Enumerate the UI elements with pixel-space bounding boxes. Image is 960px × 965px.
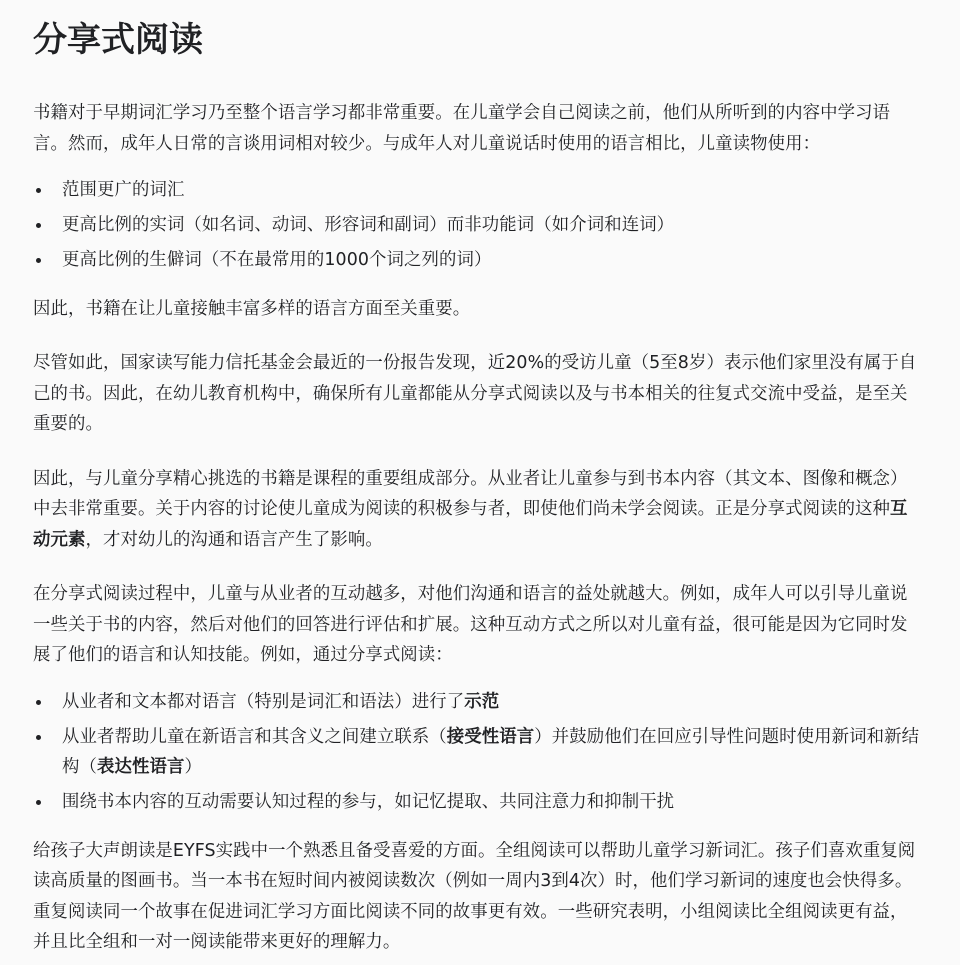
interaction-paragraph: 在分享式阅读过程中，儿童与从业者的互动越多，对他们沟通和语言的益处就越大。例如，成年人可以引导儿童说一些关于书的内容，然后对他们的回答进行评估和扩展。这种互动方式之所以对儿童有益，很可能是因为它同时发展了他们的语言和认知技能。例如，通过分享式阅读： [33, 584, 908, 665]
list-item-text: ）并鼓励他们在回应引导性问题时使用新词和新结构（ [62, 726, 920, 777]
list-item [33, 722, 920, 783]
list-item-text: 更高比例的实词（如名词、动词、形容词和副词）而非功能词（如介词和连词） [62, 215, 675, 235]
modeling-term: 示范 [464, 691, 500, 712]
list-item [33, 210, 920, 241]
list-item-text: 围绕书本内容的互动需要认知过程的参与，如记忆提取、共同注意力和抑制干扰 [62, 792, 675, 812]
page-title: 分享式阅读 [33, 20, 203, 60]
list-item [33, 245, 920, 276]
expressive-language-term: 表达性语言 [96, 757, 185, 777]
curriculum-text-before: 因此，与儿童分享精心挑选的书籍是课程的重要组成部分。从业者让儿童参与到书本内容（其文本、图像和概念）中去非常重要。关于内容的讨论使儿童成为阅读的积极参与者，即使他们尚未学会阅读。正是分享式阅读的这种 [33, 468, 908, 519]
list-item-text: 从业者和文本都对语言（特别是词汇和语法）进行了 [62, 691, 465, 712]
report-paragraph: 尽管如此，国家读写能力信托基金会最近的一份报告发现，近20%的受访儿童（5至8岁）表示他们家里没有属于自己的书。因此，在幼儿教育机构中，确保所有儿童都能从分享式阅读以及与书本相关的往复式交流中受益，是至关重要的。 [33, 353, 917, 434]
bullet-icon [36, 800, 41, 805]
bullet-icon [36, 735, 41, 740]
list-item [33, 787, 920, 818]
conclusion-paragraph: 因此，书籍在让儿童接触丰富多样的语言方面至关重要。 [33, 298, 471, 319]
bullet-icon [36, 223, 41, 228]
receptive-language-term: 接受性语言 [446, 726, 535, 747]
list-item-text: ） [184, 757, 202, 777]
interactive-element-term: 互动元素 [33, 499, 908, 550]
intro-paragraph: 书籍对于早期词汇学习乃至整个语言学习都非常重要。在儿童学会自己阅读之前，他们从所听到的内容中学习语言。然而，成年人日常的言谈用词相对较少。与成年人对儿童说话时使用的语言相比，儿童读物使用： [33, 103, 891, 154]
bullet-icon [36, 258, 41, 263]
bullet-icon [36, 188, 41, 193]
bullet-icon [36, 700, 41, 705]
list-item [33, 175, 920, 206]
list-item-text: 从业者帮助儿童在新语言和其含义之间建立联系（ [62, 726, 447, 747]
read-aloud-paragraph: 给孩子大声朗读是EYFS实践中一个熟悉且备受喜爱的方面。全组阅读可以帮助儿童学习新词汇。孩子们喜欢重复阅读高质量的图画书。当一本书在短时间内被阅读数次（例如一周内3到4次）时，他们学习新词的速度也会快得多。重复阅读同一个故事在促进词汇学习方面比阅读不同的故事更有效。一些研究表明，小组阅读比全组阅读更有益，并且比全组和一对一阅读能带来更好的理解力。 [33, 840, 916, 952]
list-item-text: 范围更广的词汇 [62, 180, 185, 200]
shared-reading-benefits-list [33, 687, 920, 818]
list-item-text: 更高比例的生僻词（不在最常用的1000个词之列的词） [62, 250, 492, 270]
list-item [33, 687, 920, 718]
children-books-feature-list [33, 175, 920, 276]
curriculum-text-after: ，才对幼儿的沟通和语言产生了影响。 [85, 529, 383, 550]
curriculum-paragraph [33, 464, 920, 556]
